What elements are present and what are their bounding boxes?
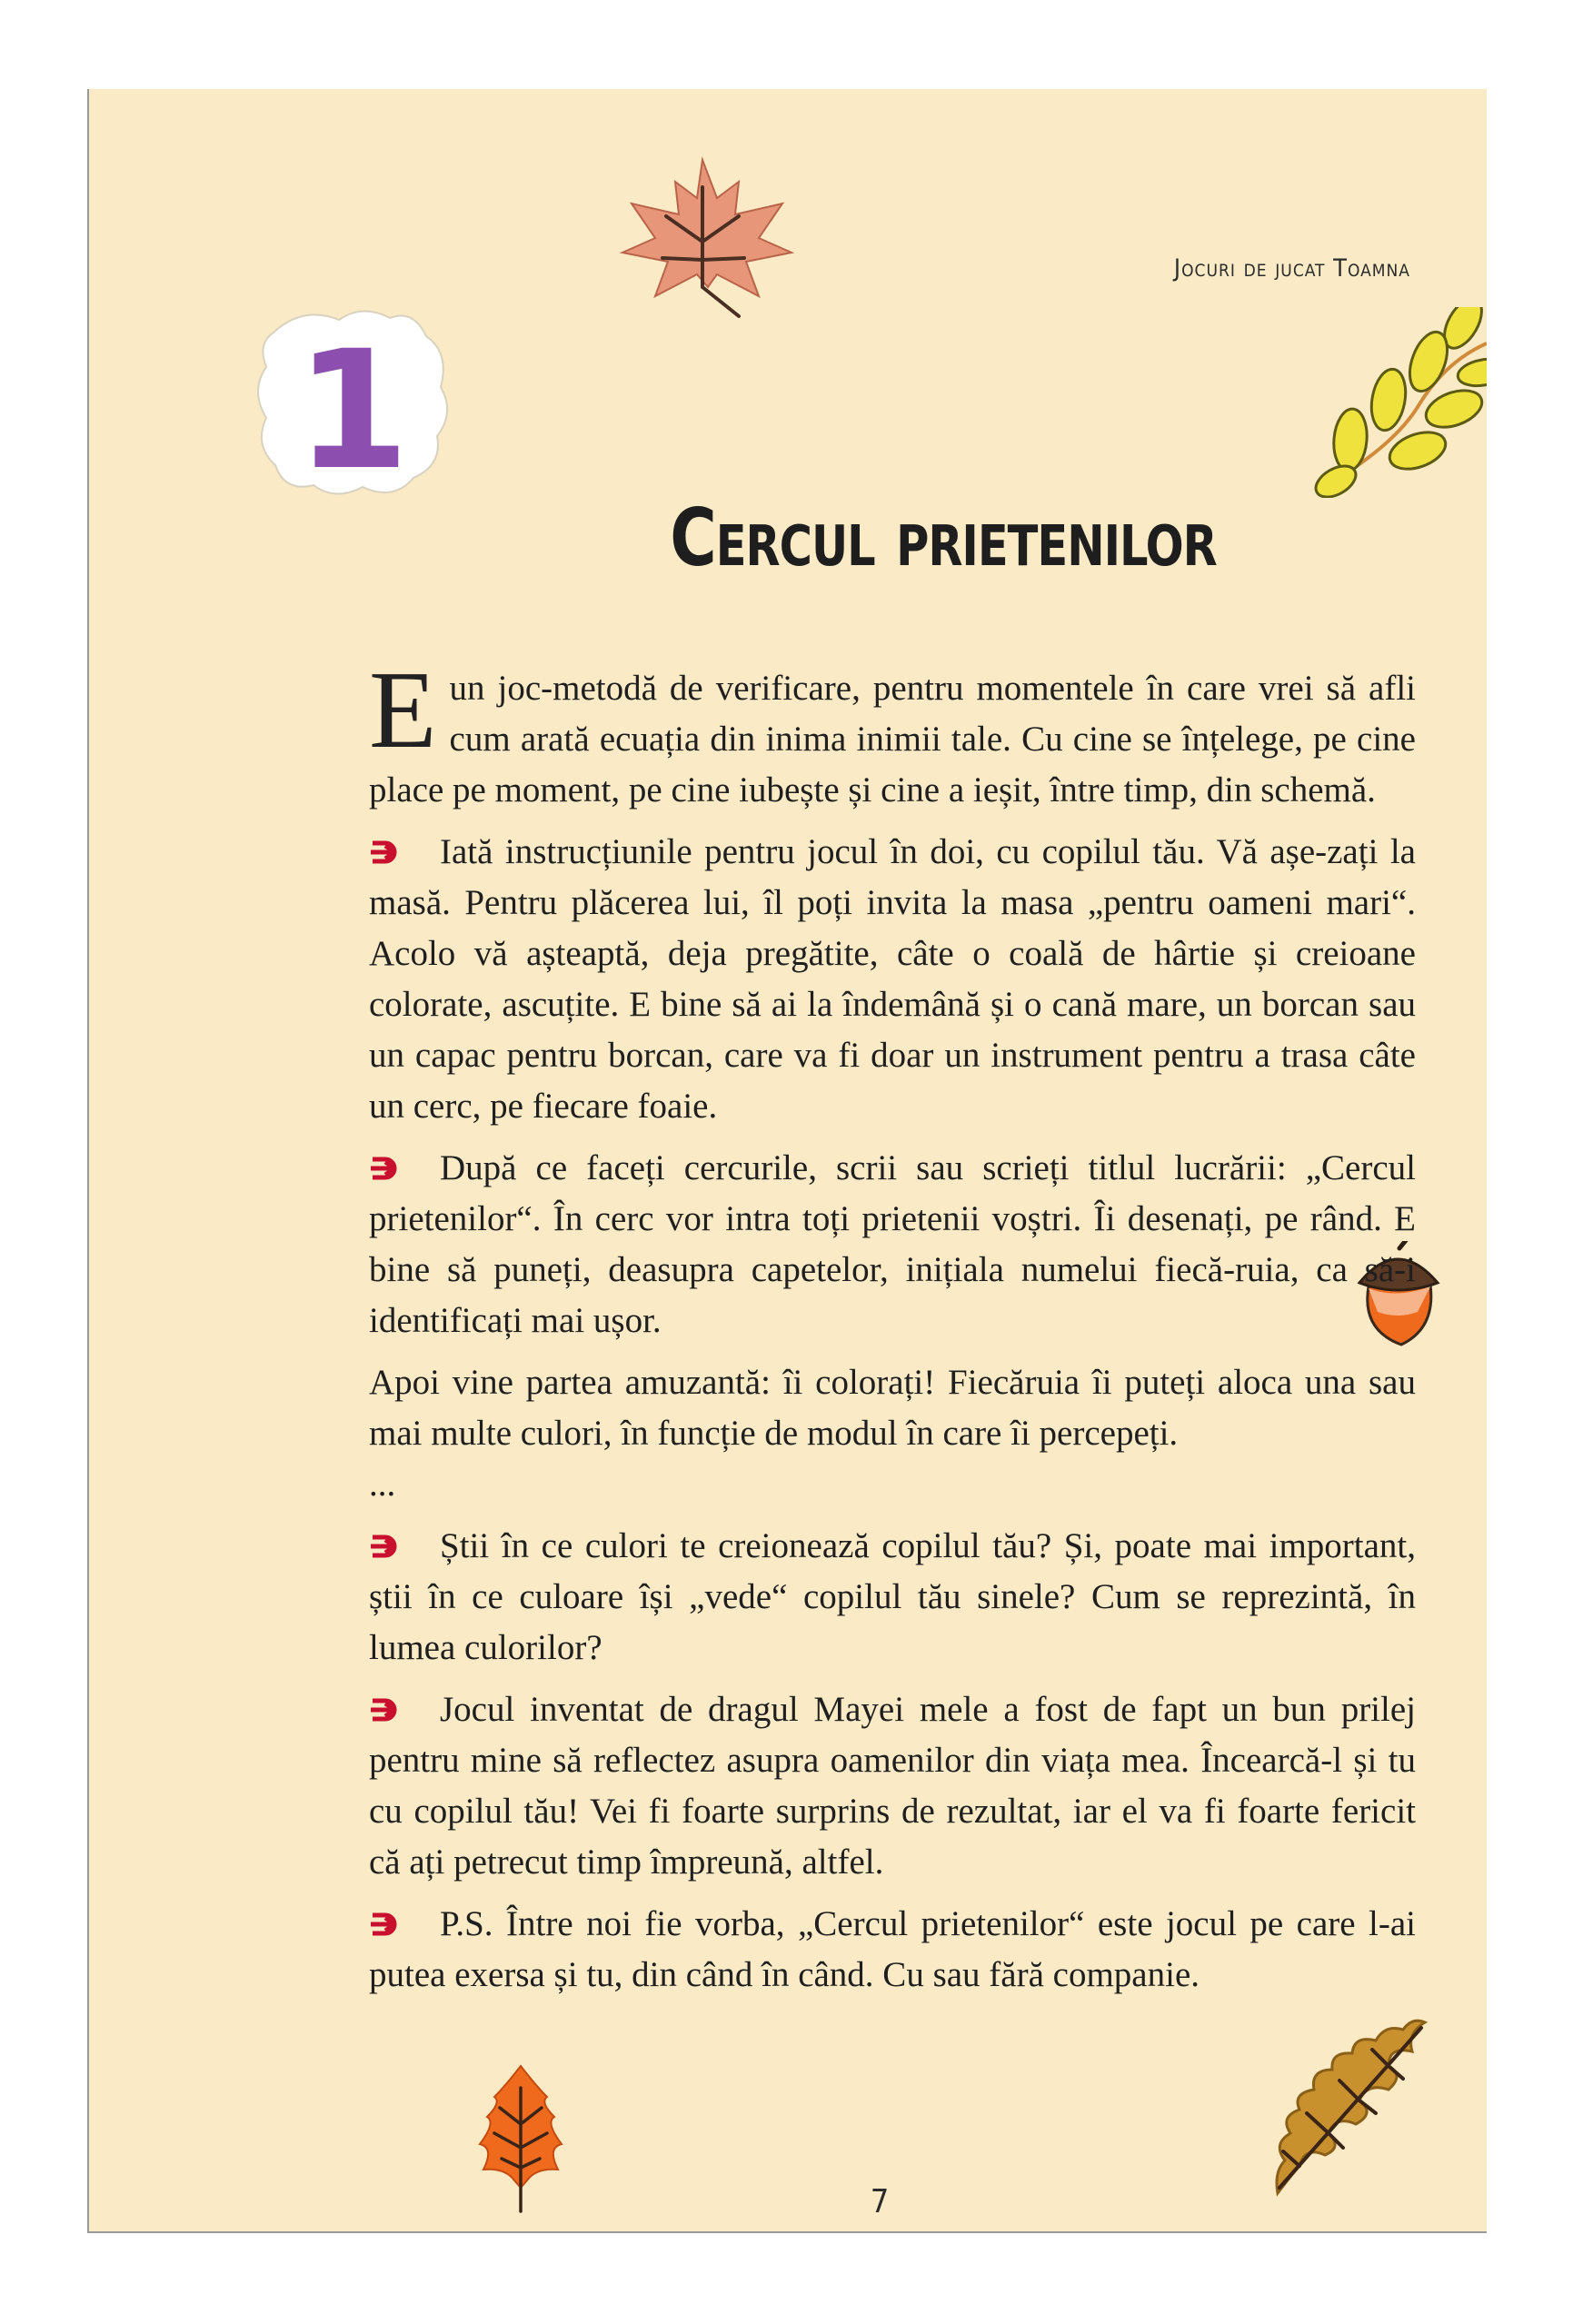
orange-leaf-icon	[471, 2061, 571, 2215]
paragraph-text: Apoi vine partea amuzantă: îi colorați! Fiecăruia îi puteți aloca una sau mai multe culori, în funcție de modul în care îi percepeți.	[369, 1363, 1416, 1453]
paragraph-text: Jocul inventat de dragul Mayei mele a fost de fapt un bun prilej pentru mine să reflectez asupra oamenilor din viața mea. Încearcă-l și tu cu copilul tău! Vei fi foarte surprins de rezultat, iar el va fi foarte fericit că ați petrecut timp împreună, altfel.	[369, 1690, 1416, 1882]
bullet-arrow-icon	[369, 1912, 400, 1937]
bullet-arrow-icon	[369, 1156, 400, 1181]
bullet-paragraph	[369, 1684, 1416, 1888]
drop-cap: E	[369, 649, 437, 771]
paragraph-text: P.S. Între noi fie vorba, „Cercul prietenilor“ este jocul pe care l-ai putea exersa și tu, din când în când. Cu sau fără companie.	[369, 1904, 1416, 1994]
paragraph	[369, 1357, 1416, 1459]
paragraph-text: Iată instrucțiunile pentru jocul în doi, cu copilul tău. Vă așe-zați la masă. Pentru plăcerea lui, îl poți invita la masa „pentru oameni mari“. Acolo vă așteaptă, deja pregătite, câte o coală de hârtie și creioane colorate, ascuțite. E bine să ai la îndemână și o cană mare, un borcan sau un capac pentru borcan, care va fi doar un instrument pentru a trasa câte un cerc, pe fiecare foaie.	[369, 832, 1416, 1126]
page-title: Cercul prietenilor	[670, 492, 1217, 585]
page-number: 7	[870, 2183, 890, 2220]
body-text	[369, 649, 1416, 2011]
bullet-paragraph	[369, 1143, 1416, 1346]
paragraph-text: După ce faceți cercurile, scrii sau scrieți titlul lucrării: „Cercul prietenilor“. În cerc vor intra toți prietenii voștri. Îi desenați, pe rând. E bine să puneți, deasupra capetelor, inițiala numelui fiecă-ruia, ca să-i identificați mai ușor.	[369, 1148, 1416, 1340]
oak-leaf-icon	[1252, 2006, 1452, 2206]
intro-paragraph	[369, 649, 1416, 816]
chapter-number: 1	[295, 316, 410, 506]
paragraph-text: Știi în ce culori te creionează copilul tău? Și, poate mai important, știi în ce culoare își „vede“ copilul tău sinele? Cum se reprezintă, în lumea culorilor?	[369, 1526, 1416, 1667]
yellow-leaves-branch-icon	[1309, 307, 1487, 498]
bullet-paragraph	[369, 827, 1416, 1132]
book-page	[87, 89, 1487, 2233]
bullet-arrow-icon	[369, 1697, 400, 1723]
intro-text: un joc-metodă de verificare, pentru momentele în care vrei să afli cum arată ecuația din inima inimii tale. Cu cine se înțelege, pe cine place pe moment, pe cine iubește și cine a ieșit, între timp, din schemă.	[369, 669, 1416, 809]
maple-leaf-icon	[602, 151, 802, 323]
bullet-arrow-icon	[369, 1534, 400, 1559]
bullet-arrow-icon	[369, 839, 400, 865]
bullet-paragraph	[369, 1521, 1416, 1673]
bullet-paragraph	[369, 1899, 1416, 2001]
ellipsis	[369, 1459, 1416, 1510]
running-head: Jocuri de jucat Toamna	[1173, 254, 1410, 283]
paragraph-text: ...	[369, 1465, 396, 1504]
